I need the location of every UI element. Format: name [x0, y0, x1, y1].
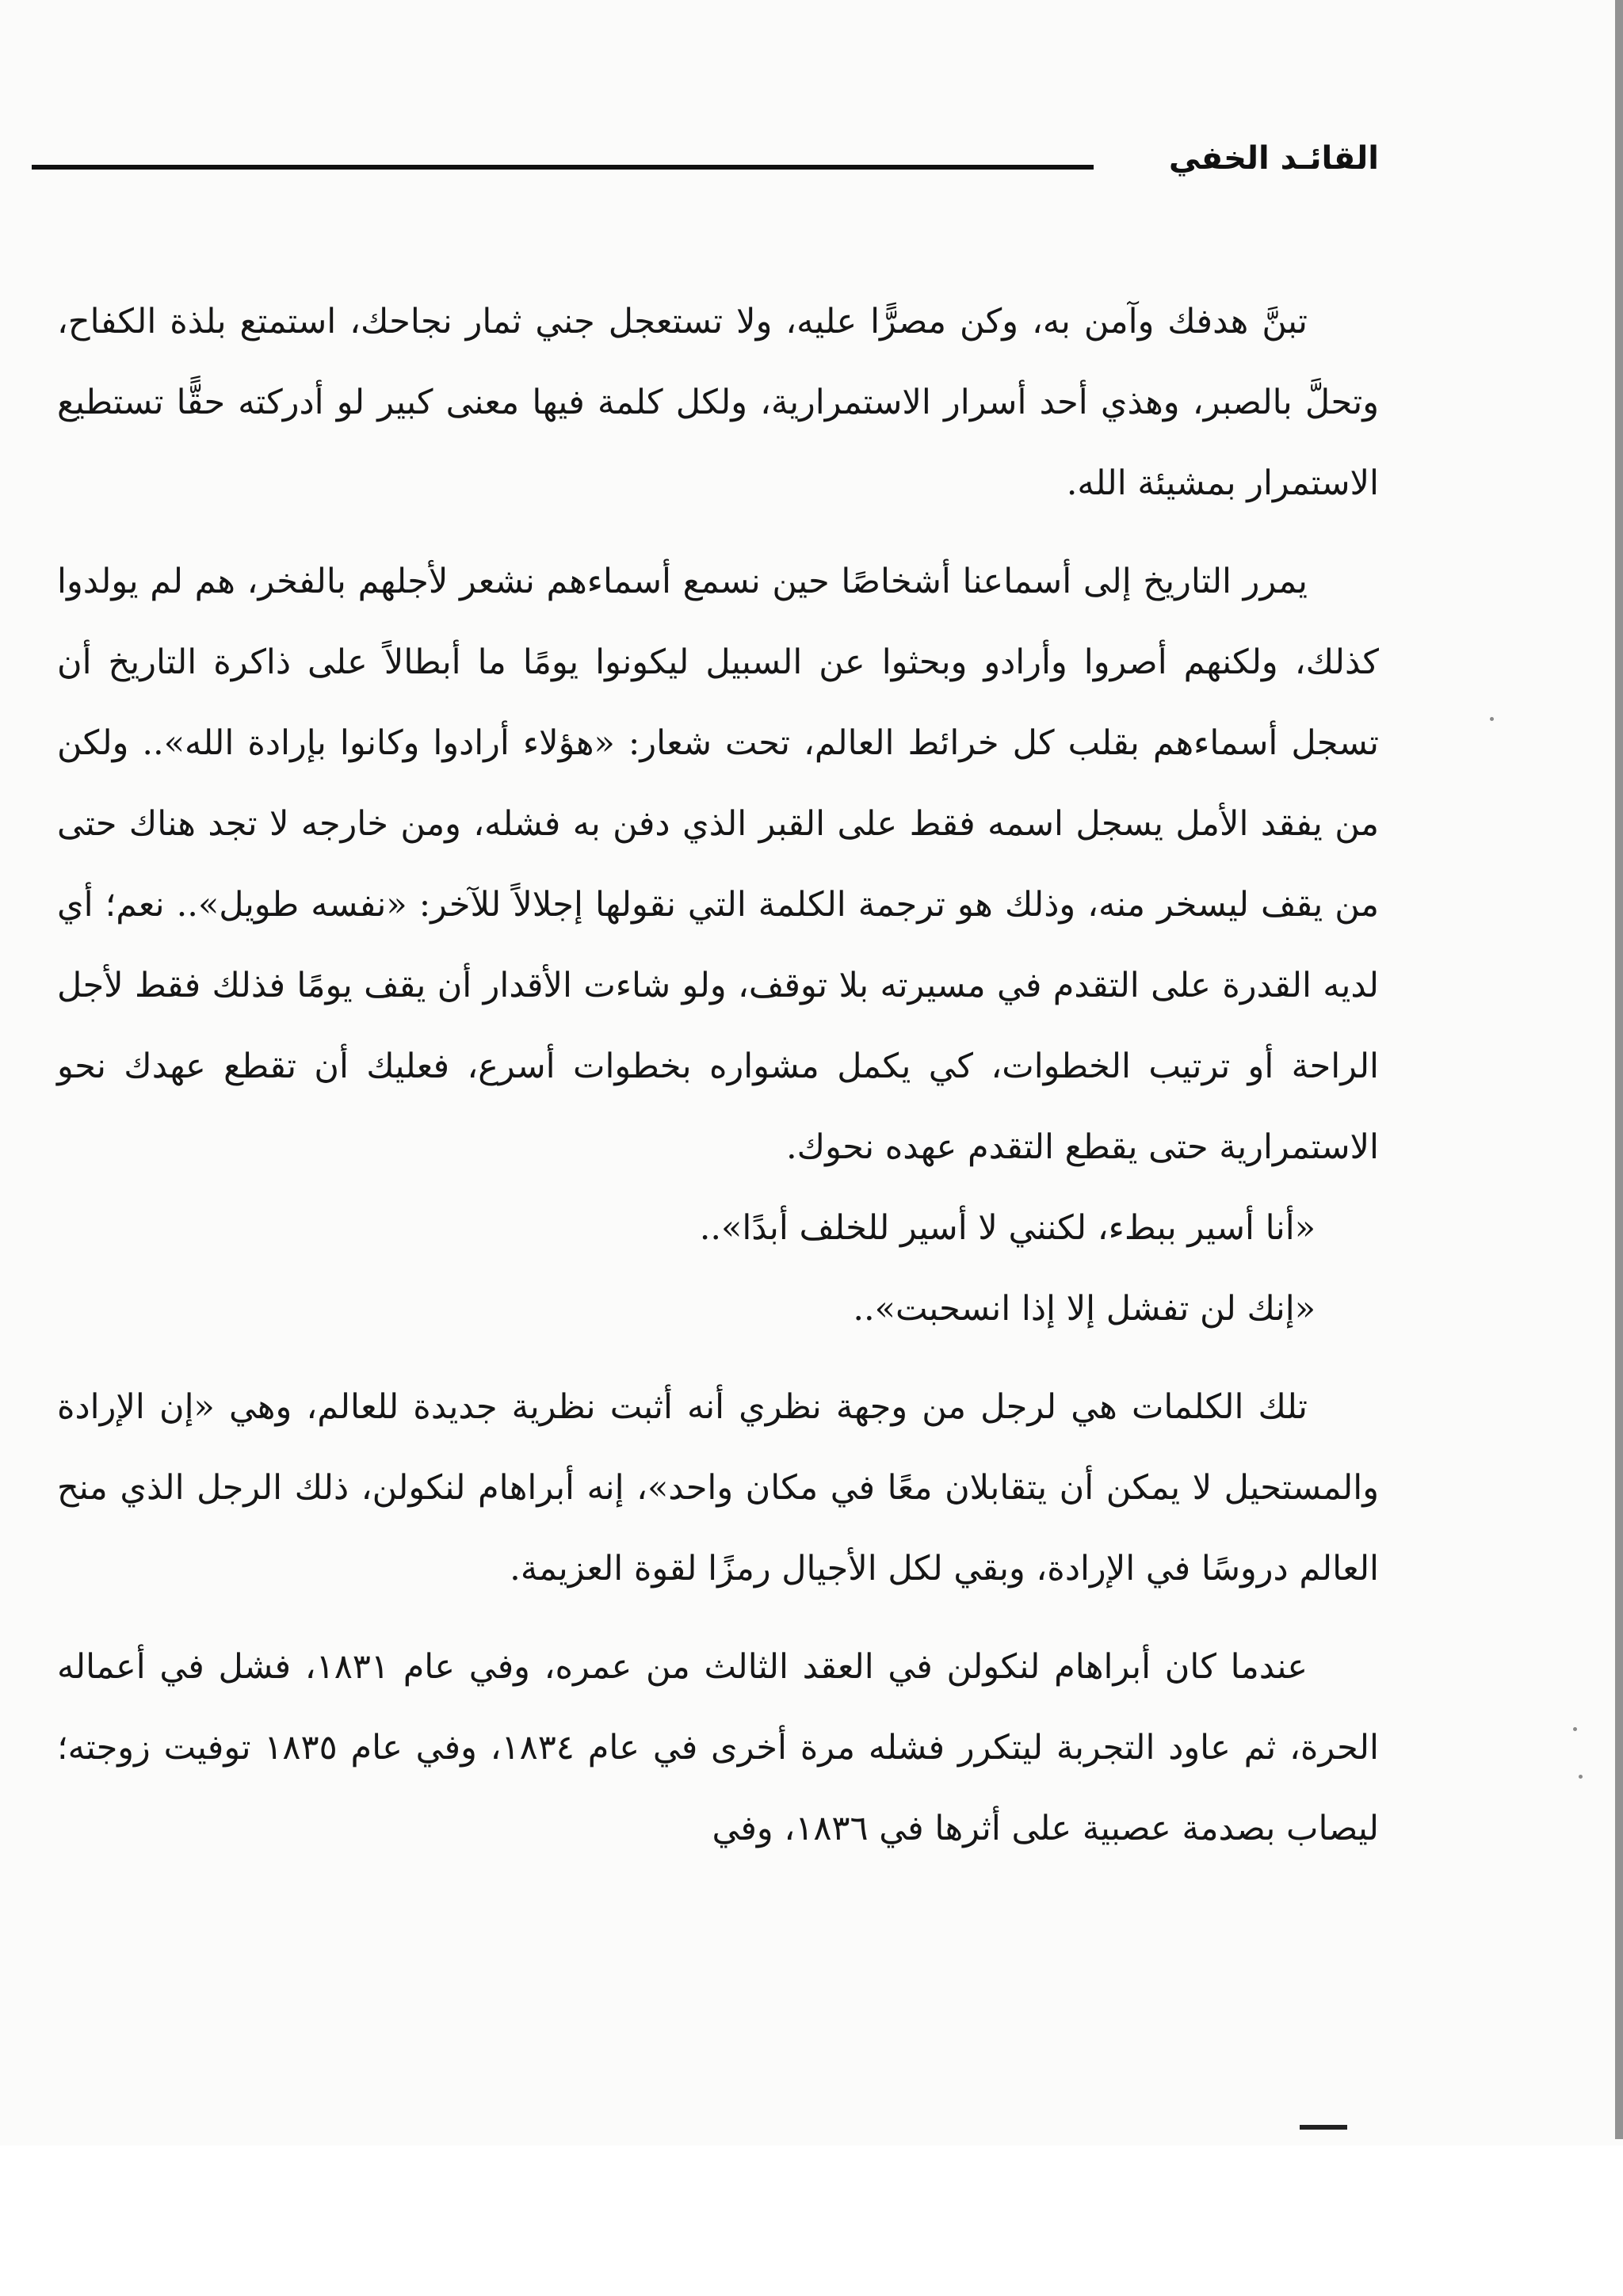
page-header [32, 135, 1379, 206]
scan-speck [1573, 1727, 1577, 1731]
paragraph-3: تلك الكلمات هي لرجل من وجهة نظري أنه أثبت نظرية جديدة للعالم، وهي «إن الإرادة والمستحيل لا يمكن أن يتقابلان معًا في مكان واحد»، إنه أبراهام لنكولن، ذلك الرجل الذي منح العالم دروسًا في الإرادة، وبقي لكل الأجيال رمزًا لقوة العزيمة. [57, 1387, 1379, 1589]
page-number-mark [1300, 2125, 1347, 2130]
bottom-margin [0, 2145, 1623, 2296]
body-text [57, 281, 1379, 1869]
paragraph-2: يمرر التاريخ إلى أسماعنا أشخاصًا حين نسمع أسماءهم نشعر لأجلهم بالفخر، هم لم يولدوا كذلك، ولكنهم أصروا وأرادو وبحثوا عن السبيل ليكونوا يومًا ما أبطالاً على ذاكرة التاريخ أن تسجل أسماءهم بقلب كل خرائط العالم، تحت شعار: «هؤلاء أرادوا وكانوا بإرادة الله».. ولكن من يفقد الأمل يسجل اسمه فقط على القبر الذي دفن به فشله، ومن خارجه لا تجد هناك حتى من يقف ليسخر منه، وذلك هو ترجمة الكلمة التي نقولها إجلالاً للآخر: «نفسه طويل».. نعم؛ أي لديه القدرة على التقدم في مسيرته بلا توقف، ولو شاءت الأقدار أن يقف يومًا فذلك فقط لأجل الراحة أو ترتيب الخطوات، كي يكمل مشواره بخطوات أسرع، فعليك أن تقطع عهدك نحو الاستمرارية حتى يقطع التقدم عهده نحوك. [57, 562, 1379, 1167]
header-rule [32, 165, 1094, 170]
quote-1: «أنا أسير ببطء، لكنني لا أسير للخلف أبدًا».. [699, 1208, 1316, 1248]
page-edge-shadow [1615, 0, 1623, 2139]
running-title: القائـد الخفي [1168, 140, 1379, 177]
scan-speck [1579, 1775, 1583, 1779]
scan-speck [1490, 717, 1494, 721]
paragraph-1: تبنَّ هدفك وآمن به، وكن مصرًّا عليه، ولا تستعجل جني ثمار نجاحك، استمتع بلذة الكفاح، وتحلَّ بالصبر، وهذي أحد أسرار الاستمرارية، ولكل كلمة فيها معنى كبير لو أدركته حقًّا تستطيع الاستمرار بمشيئة الله. [57, 302, 1379, 503]
paragraph-4: عندما كان أبراهام لنكولن في العقد الثالث من عمره، وفي عام ١٨٣١، فشل في أعماله الحرة، ثم عاود التجربة ليتكرر فشله مرة أخرى في عام ١٨٣٤، وفي عام ١٨٣٥ توفيت زوجته؛ ليصاب بصدمة عصبية على أثرها في ١٨٣٦، وفي [57, 1647, 1379, 1848]
quote-2: «إنك لن تفشل إلا إذا انسحبت».. [853, 1289, 1316, 1329]
